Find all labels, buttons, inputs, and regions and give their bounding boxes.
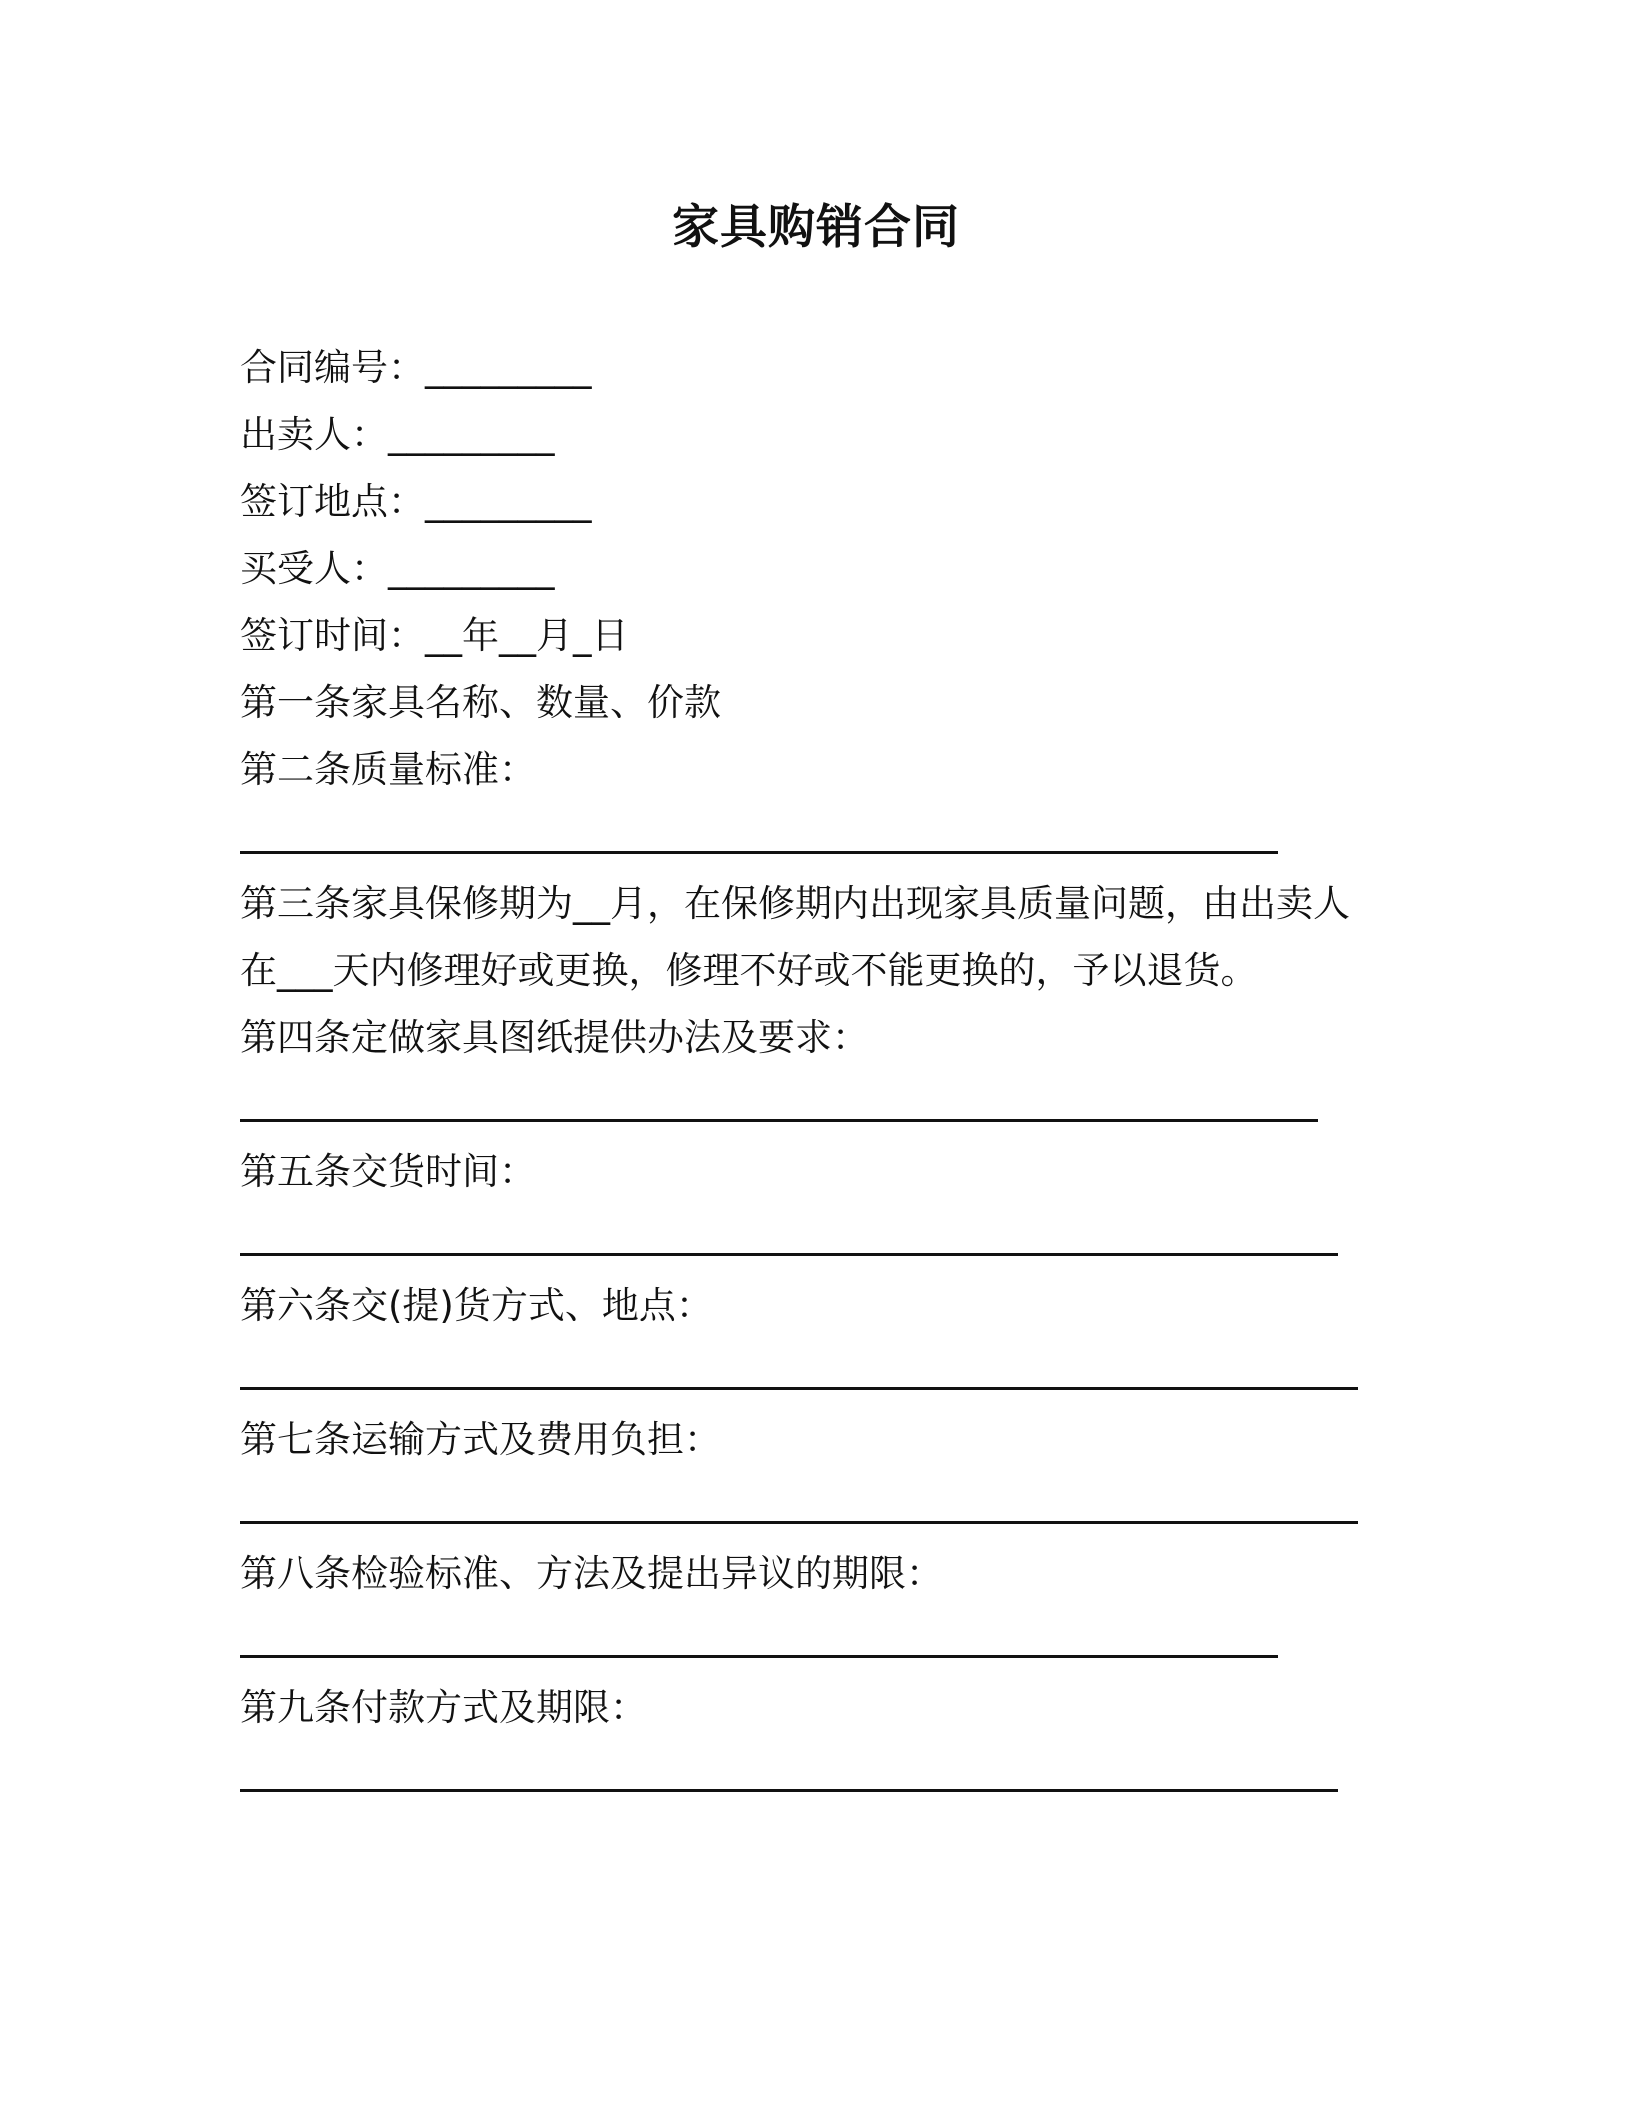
clause-5-heading: 第五条交货时间： bbox=[240, 1150, 536, 1193]
clause-8-blank-line bbox=[240, 1655, 1278, 1658]
clause-7-blank-line bbox=[240, 1521, 1358, 1524]
clause-9-heading: 第九条付款方式及期限： bbox=[240, 1686, 647, 1729]
clause-9-blank-line bbox=[240, 1789, 1338, 1792]
clause-8-heading: 第八条检验标准、方法及提出异议的期限： bbox=[240, 1552, 943, 1595]
signing-time-field: 签订时间：__年__月_日 bbox=[240, 614, 629, 657]
clause-7-heading: 第七条运输方式及费用负担： bbox=[240, 1418, 721, 1461]
clause-6-heading: 第六条交(提)货方式、地点： bbox=[240, 1284, 713, 1327]
buyer-field: 买受人：_________ bbox=[240, 547, 555, 590]
clause-2-heading: 第二条质量标准： bbox=[240, 748, 536, 791]
signing-place-field: 签订地点：_________ bbox=[240, 480, 592, 523]
clause-5-blank-line bbox=[240, 1253, 1338, 1256]
clause-3-line-1: 第三条家具保修期为__月，在保修期内出现家具质量问题，由出卖人 bbox=[240, 882, 1350, 925]
clause-4-blank-line bbox=[240, 1119, 1318, 1122]
clause-6-blank-line bbox=[240, 1387, 1358, 1390]
clause-4-heading: 第四条定做家具图纸提供办法及要求： bbox=[240, 1016, 869, 1059]
clause-2-blank-line bbox=[240, 851, 1278, 854]
clause-3-line-2: 在___天内修理好或更换，修理不好或不能更换的，予以退货。 bbox=[240, 949, 1258, 992]
seller-field: 出卖人：_________ bbox=[240, 413, 555, 456]
contract-number-field: 合同编号：_________ bbox=[240, 346, 592, 389]
clause-1-heading: 第一条家具名称、数量、价款 bbox=[240, 681, 721, 724]
page-title: 家具购销合同 bbox=[672, 200, 960, 255]
